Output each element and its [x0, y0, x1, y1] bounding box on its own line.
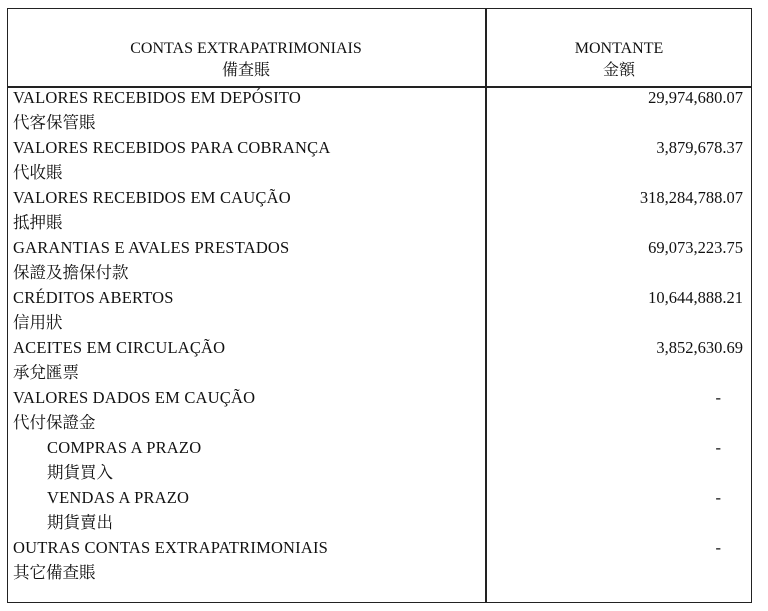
- row-label-pt: OUTRAS CONTAS EXTRAPATRIMONIAIS: [13, 538, 329, 557]
- row-label-zh: 期貨賣出: [47, 513, 113, 532]
- table-row: [13, 235, 743, 285]
- row-label-pt: VENDAS A PRAZO: [47, 488, 190, 507]
- row-label-zh: 代付保證金: [13, 413, 96, 432]
- row-amount: 3,852,630.69: [656, 338, 743, 357]
- header-amount-pt: MONTANTE: [574, 40, 664, 57]
- row-label-zh: 其它備查賬: [13, 563, 96, 582]
- row-amount: -: [715, 438, 721, 457]
- row-label-zh: 承兌匯票: [13, 363, 79, 382]
- table-row: [13, 285, 743, 335]
- header-amount-zh: 金額: [602, 62, 635, 79]
- table-row: [13, 185, 743, 235]
- row-label-zh: 保證及擔保付款: [13, 263, 129, 282]
- row-label-pt: VALORES RECEBIDOS PARA COBRANÇA: [13, 138, 331, 157]
- table-row: [13, 385, 743, 435]
- row-amount: -: [715, 538, 721, 557]
- row-amount: 10,644,888.21: [648, 288, 743, 307]
- row-label-pt: VALORES RECEBIDOS EM DEPÓSITO: [13, 88, 302, 107]
- table-row: [13, 435, 743, 485]
- table-row: [13, 335, 743, 385]
- header-amount: [486, 38, 752, 82]
- row-label-zh: 抵押賬: [13, 213, 63, 232]
- row-amount: 69,073,223.75: [648, 238, 743, 257]
- table-row: [13, 485, 743, 535]
- row-amount: 3,879,678.37: [656, 138, 743, 157]
- table-row: [13, 535, 743, 585]
- row-amount: 318,284,788.07: [639, 188, 743, 207]
- header-accounts: [7, 38, 485, 82]
- header-accounts-pt: CONTAS EXTRAPATRIMONIAIS: [130, 40, 362, 57]
- row-label-pt: COMPRAS A PRAZO: [47, 438, 202, 457]
- table-row: [13, 135, 743, 185]
- table-body: [13, 85, 743, 585]
- row-label-pt: GARANTIAS E AVALES PRESTADOS: [13, 238, 290, 257]
- row-label-pt: VALORES RECEBIDOS EM CAUÇÃO: [13, 188, 291, 207]
- row-label-pt: CRÉDITOS ABERTOS: [13, 288, 174, 307]
- row-label-zh: 代客保管賬: [13, 113, 96, 132]
- row-label-zh: 代收賬: [13, 163, 63, 182]
- row-label-zh: 期貨買入: [47, 463, 113, 482]
- row-label-pt: ACEITES EM CIRCULAÇÃO: [13, 338, 226, 357]
- row-amount: 29,974,680.07: [648, 88, 743, 107]
- row-label-pt: VALORES DADOS EM CAUÇÃO: [13, 388, 256, 407]
- row-amount: -: [715, 488, 721, 507]
- table-row: [13, 85, 743, 135]
- header-accounts-zh: 備查賬: [221, 62, 270, 79]
- row-label-zh: 信用狀: [13, 313, 63, 332]
- row-amount: -: [715, 388, 721, 407]
